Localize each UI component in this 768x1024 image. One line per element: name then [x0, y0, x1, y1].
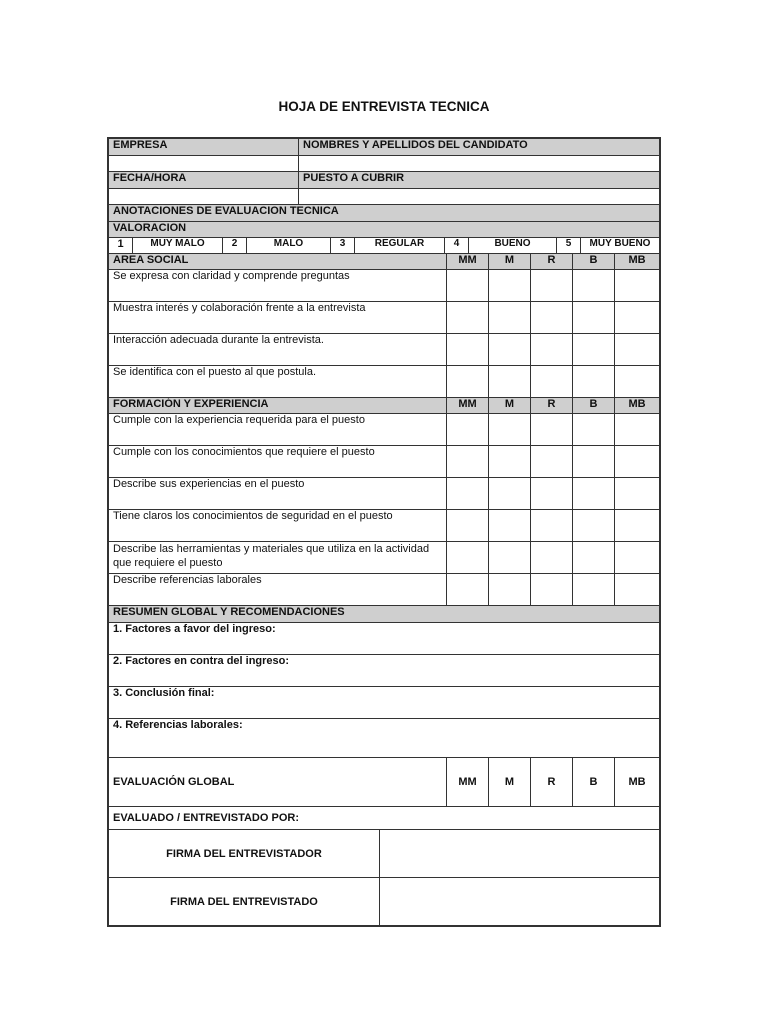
table-row: [109, 542, 660, 574]
header-table: [108, 138, 660, 205]
area-social-header: [109, 254, 660, 270]
rating-cell[interactable]: [489, 510, 531, 542]
scale-num: 4: [445, 238, 469, 254]
referencias-field[interactable]: 4. Referencias laborales:: [109, 719, 660, 758]
area-social-label: AREA SOCIAL: [109, 254, 447, 270]
firmas-table: [108, 829, 660, 926]
scale-num: 3: [331, 238, 355, 254]
global-rating-option[interactable]: M: [489, 758, 531, 807]
rating-cell[interactable]: [489, 414, 531, 446]
rating-cell[interactable]: [573, 270, 615, 302]
rating-cell[interactable]: [447, 542, 489, 574]
rating-cell[interactable]: [531, 574, 573, 606]
rating-cell[interactable]: [447, 334, 489, 366]
table-row: [109, 446, 660, 478]
rating-cell[interactable]: [489, 302, 531, 334]
criterion-text: Tiene claros los conocimientos de seguridad en el puesto: [109, 510, 447, 542]
puesto-field[interactable]: [299, 189, 660, 205]
criterion-text: Describe sus experiencias en el puesto: [109, 478, 447, 510]
rating-cell[interactable]: [531, 446, 573, 478]
resumen-table: [108, 605, 660, 758]
rating-col-header: B: [573, 254, 615, 270]
factores-favor-field[interactable]: 1. Factores a favor del ingreso:: [109, 623, 660, 655]
conclusion-field[interactable]: 3. Conclusión final:: [109, 687, 660, 719]
rating-cell[interactable]: [489, 366, 531, 398]
rating-col-header: MB: [615, 398, 660, 414]
rating-cell[interactable]: [573, 302, 615, 334]
table-row: [109, 478, 660, 510]
valoracion-label: VALORACION: [109, 222, 660, 238]
interview-form: [107, 137, 661, 927]
table-row: [109, 510, 660, 542]
rating-cell[interactable]: [573, 478, 615, 510]
rating-cell[interactable]: [447, 302, 489, 334]
table-row: [109, 414, 660, 446]
criterion-text: Muestra interés y colaboración frente a la entrevista: [109, 302, 447, 334]
factores-contra-field[interactable]: 2. Factores en contra del ingreso:: [109, 655, 660, 687]
formacion-label: FORMACIÓN Y EXPERIENCIA: [109, 398, 447, 414]
scale-label: MALO: [247, 238, 331, 254]
rating-cell[interactable]: [615, 414, 660, 446]
criterion-text: Cumple con la experiencia requerida para el puesto: [109, 414, 447, 446]
criterion-text: Describe las herramientas y materiales que utiliza en la actividad que requiere el puesto: [109, 542, 447, 574]
rating-cell[interactable]: [573, 334, 615, 366]
rating-cell[interactable]: [615, 542, 660, 574]
rating-cell[interactable]: [489, 446, 531, 478]
rating-table: [108, 253, 660, 606]
firma-entrevistador-field[interactable]: [380, 830, 660, 878]
rating-col-header: M: [489, 398, 531, 414]
rating-cell[interactable]: [615, 446, 660, 478]
rating-cell[interactable]: [615, 366, 660, 398]
rating-col-header: MM: [447, 254, 489, 270]
rating-cell[interactable]: [447, 478, 489, 510]
rating-cell[interactable]: [489, 542, 531, 574]
rating-col-header: MM: [447, 398, 489, 414]
rating-col-header: M: [489, 254, 531, 270]
rating-cell[interactable]: [615, 334, 660, 366]
scale-num: 2: [223, 238, 247, 254]
rating-cell[interactable]: [531, 414, 573, 446]
candidato-field[interactable]: [299, 156, 660, 172]
empresa-field[interactable]: [109, 156, 299, 172]
criterion-text: Describe referencias laborales: [109, 574, 447, 606]
scale-label: MUY MALO: [133, 238, 223, 254]
criterion-text: Se identifica con el puesto al que postula.: [109, 366, 447, 398]
table-row: [109, 366, 660, 398]
global-rating-option[interactable]: MM: [447, 758, 489, 807]
table-row: [109, 574, 660, 606]
rating-cell[interactable]: [447, 414, 489, 446]
rating-cell[interactable]: [531, 542, 573, 574]
scale-num: 5: [557, 238, 581, 254]
rating-cell[interactable]: [615, 510, 660, 542]
rating-cell[interactable]: [615, 574, 660, 606]
anotaciones-label: ANOTACIONES DE EVALUACION TECNICA: [109, 205, 660, 222]
firma-entrevistado-label: FIRMA DEL ENTREVISTADO: [109, 878, 380, 926]
rating-cell[interactable]: [573, 366, 615, 398]
firma-entrevistador-label: FIRMA DEL ENTREVISTADOR: [109, 830, 380, 878]
rating-cell[interactable]: [489, 478, 531, 510]
rating-cell[interactable]: [615, 270, 660, 302]
resumen-label: RESUMEN GLOBAL Y RECOMENDACIONES: [109, 606, 660, 623]
criterion-text: Interacción adecuada durante la entrevista.: [109, 334, 447, 366]
criterion-text: Cumple con los conocimientos que requiere el puesto: [109, 446, 447, 478]
rating-cell[interactable]: [531, 302, 573, 334]
evaluado-por-label: EVALUADO / ENTREVISTADO POR:: [109, 807, 660, 830]
valoracion-scale-row: [109, 238, 660, 254]
criterion-text: Se expresa con claridad y comprende preguntas: [109, 270, 447, 302]
rating-cell[interactable]: [447, 574, 489, 606]
rating-cell[interactable]: [447, 510, 489, 542]
rating-cell[interactable]: [531, 366, 573, 398]
global-rating-option[interactable]: B: [573, 758, 615, 807]
scale-num: 1: [109, 238, 133, 254]
table-row: [109, 270, 660, 302]
empresa-label: EMPRESA: [109, 139, 299, 156]
rating-cell[interactable]: [447, 446, 489, 478]
table-row: [109, 334, 660, 366]
fecha-label: FECHA/HORA: [109, 172, 299, 189]
rating-col-header: R: [531, 398, 573, 414]
rating-cell[interactable]: [573, 446, 615, 478]
rating-cell[interactable]: [573, 542, 615, 574]
global-rating-option[interactable]: R: [531, 758, 573, 807]
rating-cell[interactable]: [447, 366, 489, 398]
rating-cell[interactable]: [447, 270, 489, 302]
formacion-header: [109, 398, 660, 414]
rating-cell[interactable]: [489, 334, 531, 366]
document-title: HOJA DE ENTREVISTA TECNICA: [278, 99, 490, 114]
rating-col-header: R: [531, 254, 573, 270]
evaluacion-global-label: EVALUACIÓN GLOBAL: [109, 758, 447, 807]
rating-cell[interactable]: [489, 270, 531, 302]
rating-cell[interactable]: [573, 574, 615, 606]
rating-cell[interactable]: [531, 334, 573, 366]
rating-cell[interactable]: [489, 574, 531, 606]
valoracion-table: [108, 204, 660, 254]
rating-cell[interactable]: [531, 510, 573, 542]
rating-cell[interactable]: [531, 478, 573, 510]
table-row: [109, 302, 660, 334]
firma-entrevistado-field[interactable]: [380, 878, 660, 926]
rating-cell[interactable]: [615, 478, 660, 510]
fecha-field[interactable]: [109, 189, 299, 205]
puesto-label: PUESTO A CUBRIR: [299, 172, 660, 189]
scale-label: REGULAR: [355, 238, 445, 254]
evaluacion-global-table: [108, 757, 660, 830]
scale-label: MUY BUENO: [581, 238, 660, 254]
global-rating-option[interactable]: MB: [615, 758, 660, 807]
scale-label: BUENO: [469, 238, 557, 254]
rating-cell[interactable]: [615, 302, 660, 334]
rating-col-header: B: [573, 398, 615, 414]
rating-col-header: MB: [615, 254, 660, 270]
candidato-label: NOMBRES Y APELLIDOS DEL CANDIDATO: [299, 139, 660, 156]
rating-cell[interactable]: [573, 510, 615, 542]
rating-cell[interactable]: [573, 414, 615, 446]
rating-cell[interactable]: [531, 270, 573, 302]
